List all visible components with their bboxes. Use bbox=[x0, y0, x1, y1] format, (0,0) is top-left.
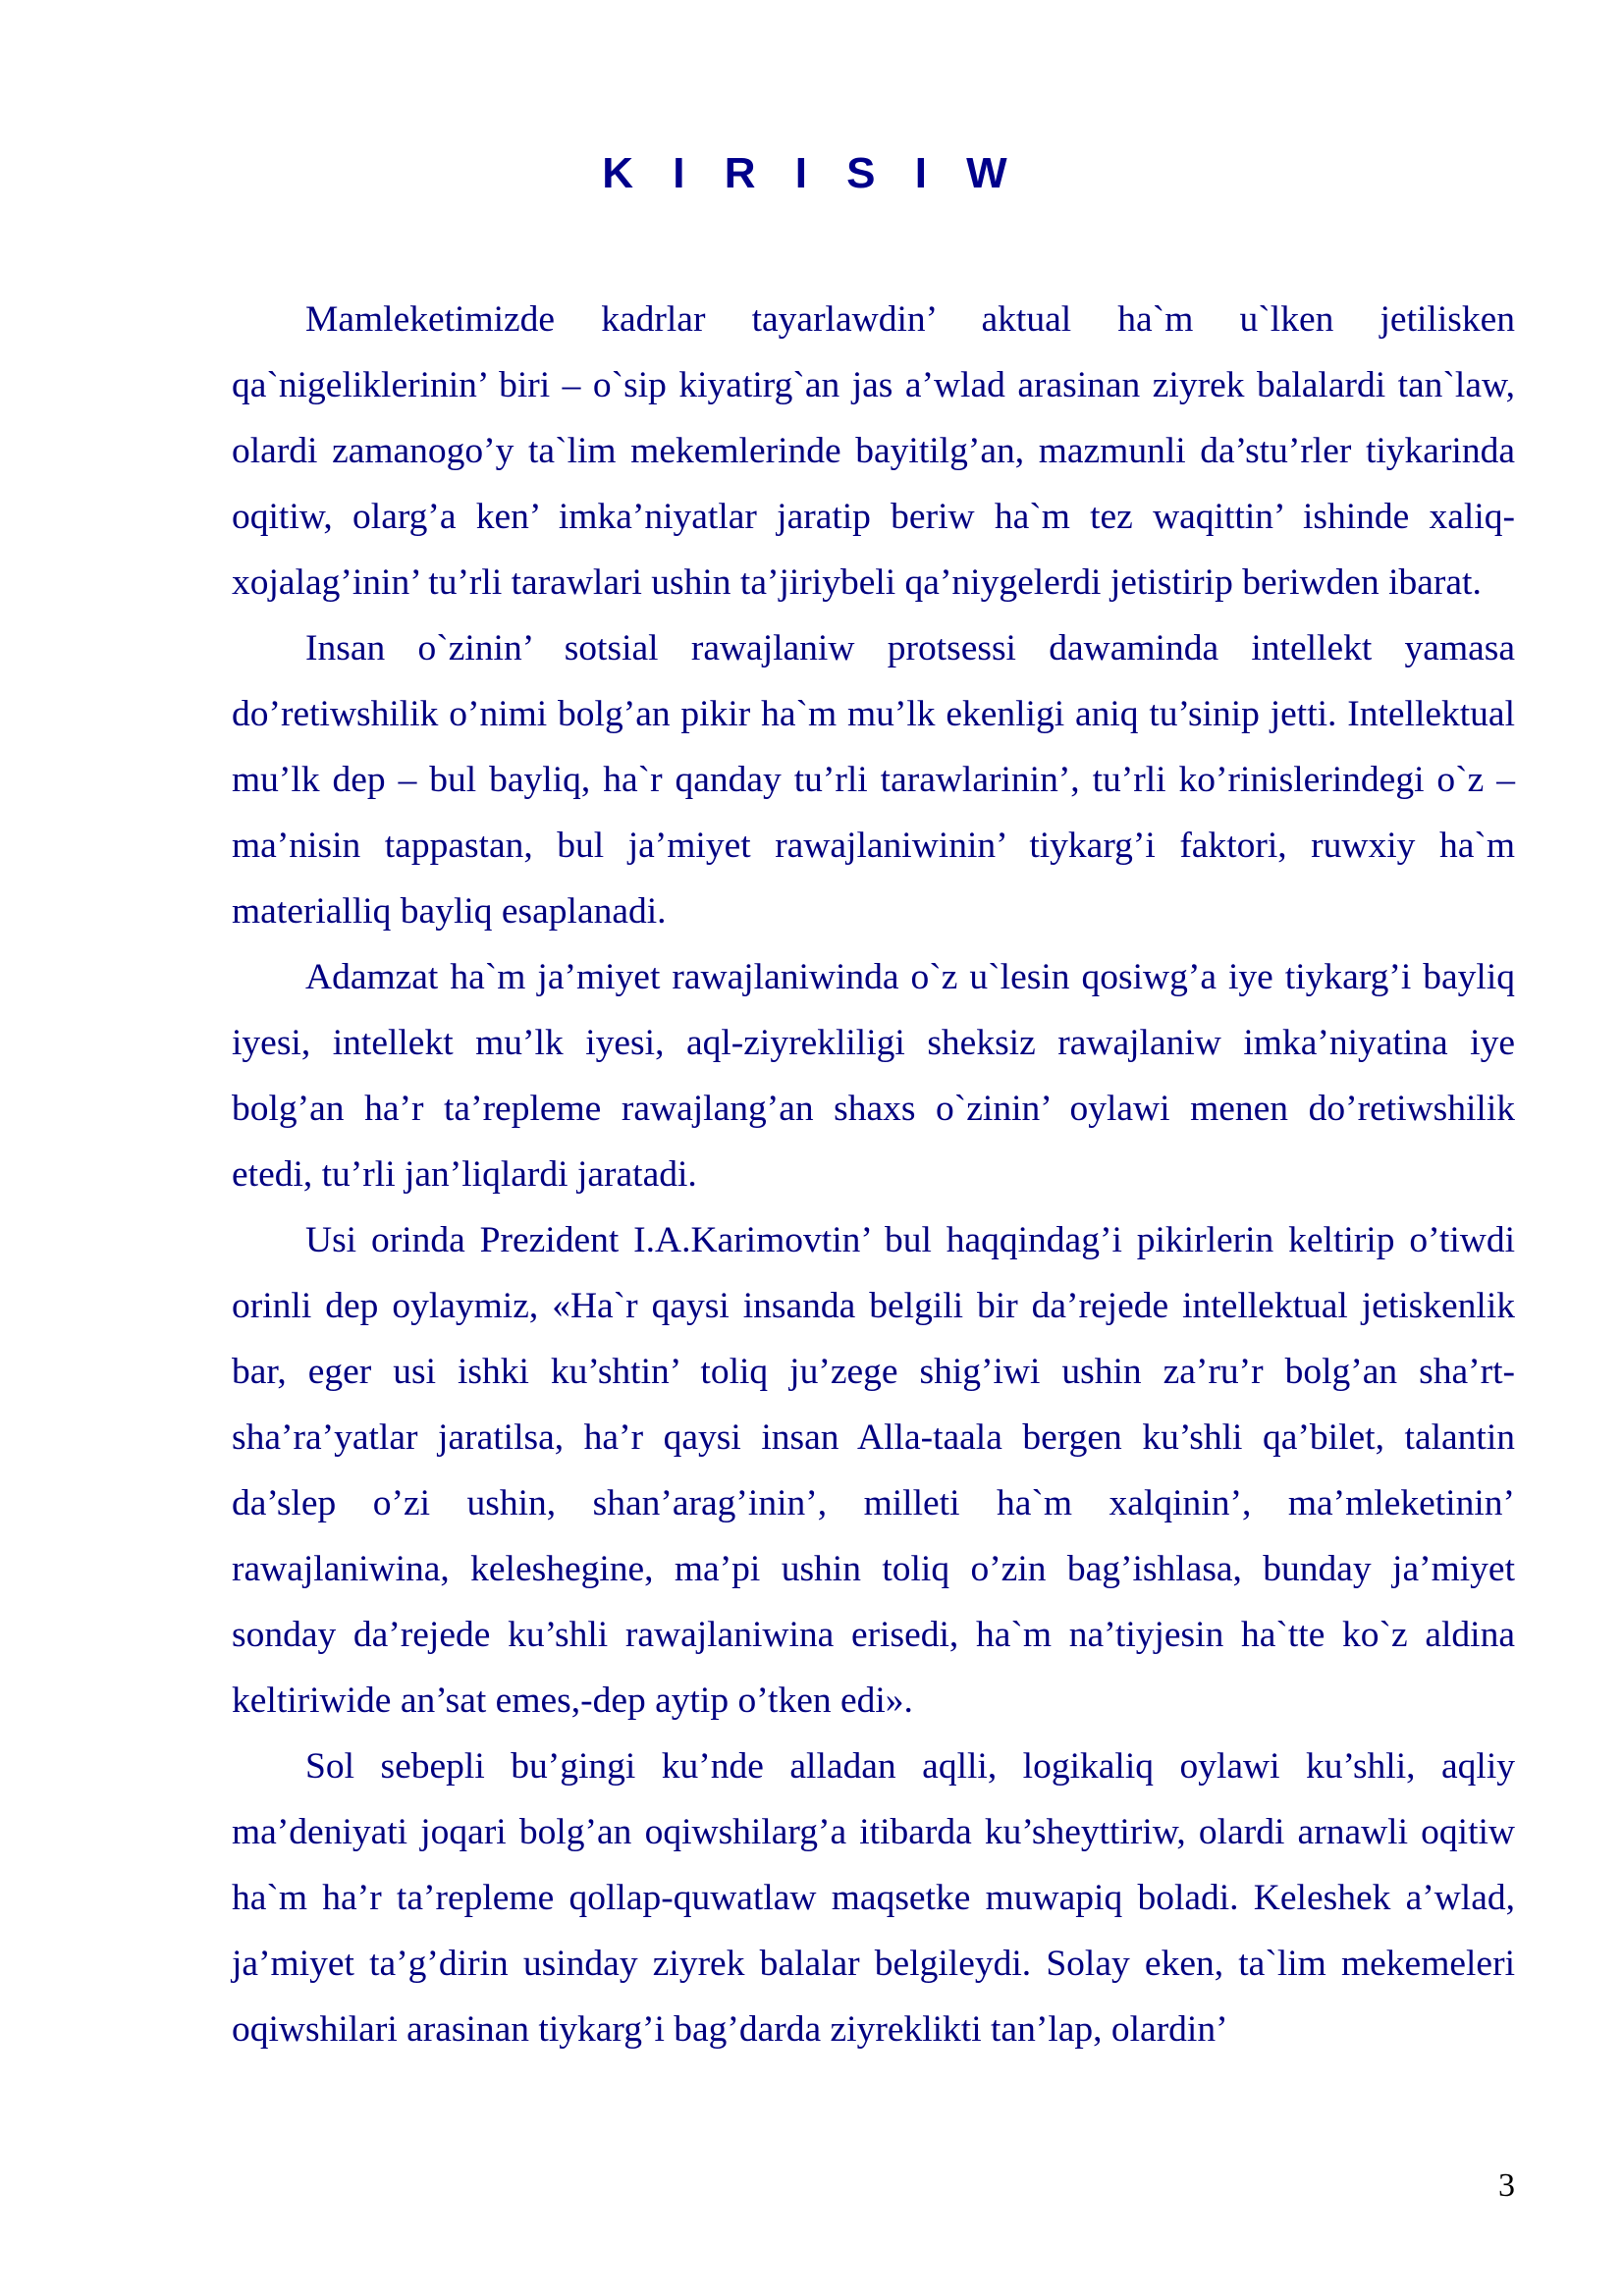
paragraph: Usi orinda Prezident I.A.Karimovtin’ bul haqqindag’i pikirlerin keltirip o’tiwdi orinli dep oylaymiz, «Ha`r qaysi insanda belgili bir da’rejede intellektual jetiskenlik bar, eger usi ishki ku’shtin’ toliq ju’zege shig’iwi ushin za’ru’r bolg’an sha’rt-sha’ra’yatlar jaratilsa, ha’r qaysi insan Alla-taala bergen ku’shli qa’bilet, talantin da’slep o’zi ushin, shan’arag’inin’, milleti ha`m xalqinin’, ma’mleketinin’ rawajlaniwina, keleshegine, ma’pi ushin toliq o’zin bag’ishlasa, bunday ja’miyet sonday da’rejede ku’shli rawajlaniwina erisedi, ha`m na’tiyjesin ha`tte ko`z aldina keltiriwide an’sat emes,-dep aytip o’tken edi». bbox=[232, 1220, 1515, 1721]
paragraph: Insan o`zinin’ sotsial rawajlaniw protsessi dawaminda intellekt yamasa do’retiwshilik o’nimi bolg’an pikir ha`m mu’lk ekenligi aniq tu’sinip jetti. Intellektual mu’lk dep – bul bayliq, ha`r qanday tu’rli tarawlarinin’, tu’rli ko’rinislerindegi o`z – ma’nisin tappastan, bul ja’miyet rawajlaniwinin’ tiykarg’i faktori, ruwxiy ha`m materialliq bayliq esaplanadi. bbox=[232, 628, 1515, 932]
paragraph: Sol sebepli bu’gingi ku’nde alladan aqlli, logikaliq oylawi ku’shli, aqliy ma’deniyati joqari bolg’an oqiwshilarg’a itibarda ku’sheyttiriw, olardi arnawli oqitiw ha`m ha’r ta’repleme qollap-quwatlaw maqsetke muwapiq boladi. Keleshek a’wlad, ja’miyet ta’g’dirin usinday ziyrek balalar belgileydi. Solay eken, ta`lim mekemeleri oqiwshilari arasinan tiykarg’i bag’darda ziyreklikti tan’lap, olardin’ bbox=[232, 1746, 1515, 2050]
paragraph: Adamzat ha`m ja’miyet rawajlaniwinda o`z u`lesin qosiwg’a iye tiykarg’i bayliq iyesi, intellekt mu’lk iyesi, aql-ziyrekliligi sheksiz rawajlaniw imka’niyatina iye bolg’an ha’r ta’repleme rawajlang’an shaxs o`zinin’ oylawi menen do’retiwshilik etedi, tu’rli jan’liqlardi jaratadi. bbox=[232, 957, 1515, 1195]
section-heading: K I R I S I W bbox=[602, 149, 1021, 197]
page-number: 3 bbox=[1498, 2167, 1515, 2204]
body-text bbox=[232, 287, 1515, 2062]
paragraph: Mamleketimizde kadrlar tayarlawdin’ aktual ha`m u`lken jetilisken qa`nigeliklerinin’ biri – o`sip kiyatirg`an jas a’wlad arasinan ziyrek balalardi tan`law, olardi zamanogo’y ta`lim mekemlerinde bayitilg’an, mazmunli da’stu’rler tiykarinda oqitiw, olarg’a ken’ imka’niyatlar jaratip beriw ha`m tez waqittin’ ishinde xaliq-xojalag’inin’ tu’rli tarawlari ushin ta’jiriybeli qa’niygelerdi jetistirip beriwden ibarat. bbox=[232, 299, 1515, 603]
